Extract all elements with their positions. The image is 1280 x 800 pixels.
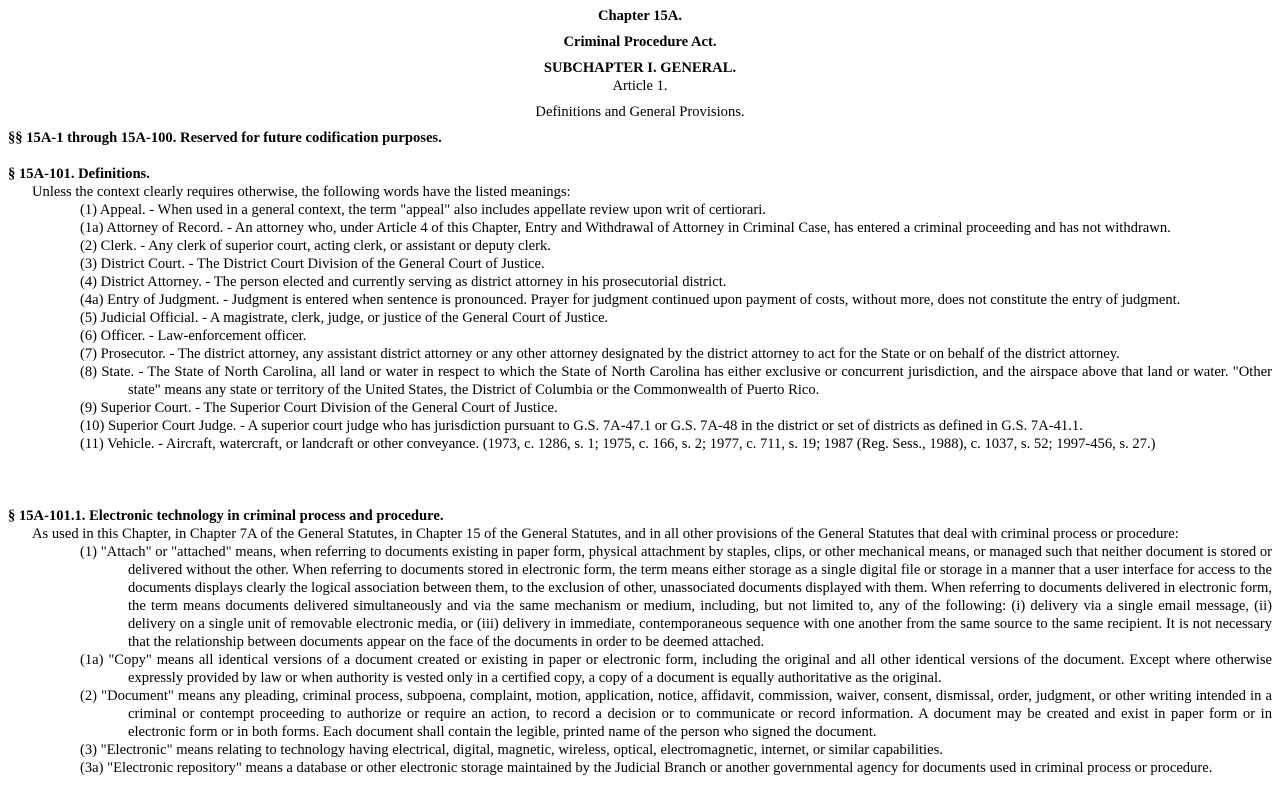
definition-item: (10) Superior Court Judge. - A superior court judge who has jurisdiction pursuant to G.S. 7A-47.1 or G.S. 7A-48 in the district or set of districts as defined in G.S. 7A-41.1.: [80, 418, 1083, 434]
definition-item: (6) Officer. - Law-enforcement officer.: [80, 328, 307, 344]
definition-item: (1) "Attach" or "attached" means, when referring to documents existing in paper form, physical attachment by staples, clips, or other mechanical means, or managed such that neither document is stored or delivered without the other. When referring to documents stored in electronic form, the term means either storage as a single digital file or storage in a manner that a user interface for access to the documents displays clearly the logical association between them, to the exclusion of other, unassociated documents displayed with them. When referring to documents delivered in electronic form, the term means documents delivered simultaneously and via the same mechanism or medium, including, but not limited to, any of the following: (i) delivery via a single email message, (ii) delivery on a single unit of removable electronic media, or (iii) delivery in immediate, contemporaneous sequence with one another from the same source to the same recipient. It is not necessary that the relationship between documents appear on the face of the documents in order to be deemed attached.: [80, 544, 1273, 650]
section-15a-101: [8, 165, 1272, 453]
subchapter-title: SUBCHAPTER I. GENERAL.: [543, 60, 737, 76]
definition-item: (8) State. - The State of North Carolina, all land or water in respect to which the State of North Carolina has either exclusive or concurrent jurisdiction, and the airspace above that land or water. "Other state" means any state or territory of the United States, the District of Columbia or the Commonwealth of Puerto Rico.: [80, 364, 1272, 398]
definition-item: (3a) "Electronic repository" means a database or other electronic storage maintained by the Judicial Branch or another governmental agency for documents used in criminal process or procedure.: [80, 760, 1213, 776]
definition-item: (1) Appeal. - When used in a general context, the term "appeal" also includes appellate review upon writ of certiorari.: [80, 202, 766, 218]
definition-item: (3) District Court. - The District Court Division of the General Court of Justice.: [80, 256, 545, 272]
definition-item: (5) Judicial Official. - A magistrate, clerk, judge, or justice of the General Court of Justice.: [80, 310, 609, 326]
definition-item: (3) "Electronic" means relating to technology having electrical, digital, magnetic, wireless, optical, electromagnetic, internet, or similar capabilities.: [80, 742, 943, 758]
definitions-list: [8, 201, 1272, 453]
definition-item: (2) Clerk. - Any clerk of superior court, acting clerk, or assistant or deputy clerk.: [80, 238, 551, 254]
definition-item: (4a) Entry of Judgment. - Judgment is entered when sentence is pronounced. Prayer for judgment continued upon payment of costs, without more, does not constitute the entry of judgment.: [80, 292, 1181, 308]
section-heading: § 15A-101.1. Electronic technology in criminal process and procedure.: [8, 508, 444, 524]
chapter-title: Chapter 15A.: [597, 8, 683, 24]
definition-item: (1a) "Copy" means all identical versions of a document created or existing in paper or electronic form, including the original and all other identical versions of the document. Except where otherwise expressly provided by law or when authority is vested only in a certified copy, a copy of a document is equally authoritative as the original.: [80, 652, 1272, 686]
definition-item: (7) Prosecutor. - The district attorney, any assistant district attorney or any other attorney designated by the district attorney to act for the State or on behalf of the district attorney.: [80, 346, 1120, 362]
definition-item: (1a) Attorney of Record. - An attorney who, under Article 4 of this Chapter, Entry and Withdrawal of Attorney in Criminal Case, has entered a criminal proceeding and has not withdrawn.: [80, 220, 1171, 236]
article-number: Article 1.: [612, 78, 668, 94]
article-title: Definitions and General Provisions.: [535, 104, 745, 120]
act-title: Criminal Procedure Act.: [563, 34, 717, 50]
reserved-section-heading: §§ 15A-1 through 15A-100. Reserved for future codification purposes.: [8, 130, 442, 146]
section-intro: As used in this Chapter, in Chapter 7A of the General Statutes, in Chapter 15 of the General Statutes, and in all other provisions of the General Statutes that deal with criminal process or procedure:: [32, 526, 1179, 542]
definitions-list: [8, 543, 1272, 777]
section-15a-101-1: [8, 507, 1272, 777]
definition-item: (4) District Attorney. - The person elected and currently serving as district attorney in his prosecutorial district.: [80, 274, 727, 290]
section-heading: § 15A-101. Definitions.: [8, 166, 150, 182]
definition-item: (2) "Document" means any pleading, criminal process, subpoena, complaint, motion, application, notice, affidavit, commission, waiver, consent, dismissal, order, judgment, or other writing intended in a criminal or contempt proceeding to authorize or require an action, to record a decision or to communicate or record information. A document may be created and exist in paper form or in electronic form or in both forms. Each document shall contain the legible, printed name of the person who signed the document.: [80, 688, 1272, 740]
section-intro: Unless the context clearly requires otherwise, the following words have the listed meanings:: [32, 184, 571, 200]
definition-item: (11) Vehicle. - Aircraft, watercraft, or landcraft or other conveyance. (1973, c. 1286, s. 1; 1975, c. 166, s. 2; 1977, c. 711, s. 19; 1987 (Reg. Sess., 1988), c. 1037, s. 52; 1997-456, s. 27.): [80, 436, 1156, 452]
definition-item: (9) Superior Court. - The Superior Court Division of the General Court of Justice.: [80, 400, 558, 416]
